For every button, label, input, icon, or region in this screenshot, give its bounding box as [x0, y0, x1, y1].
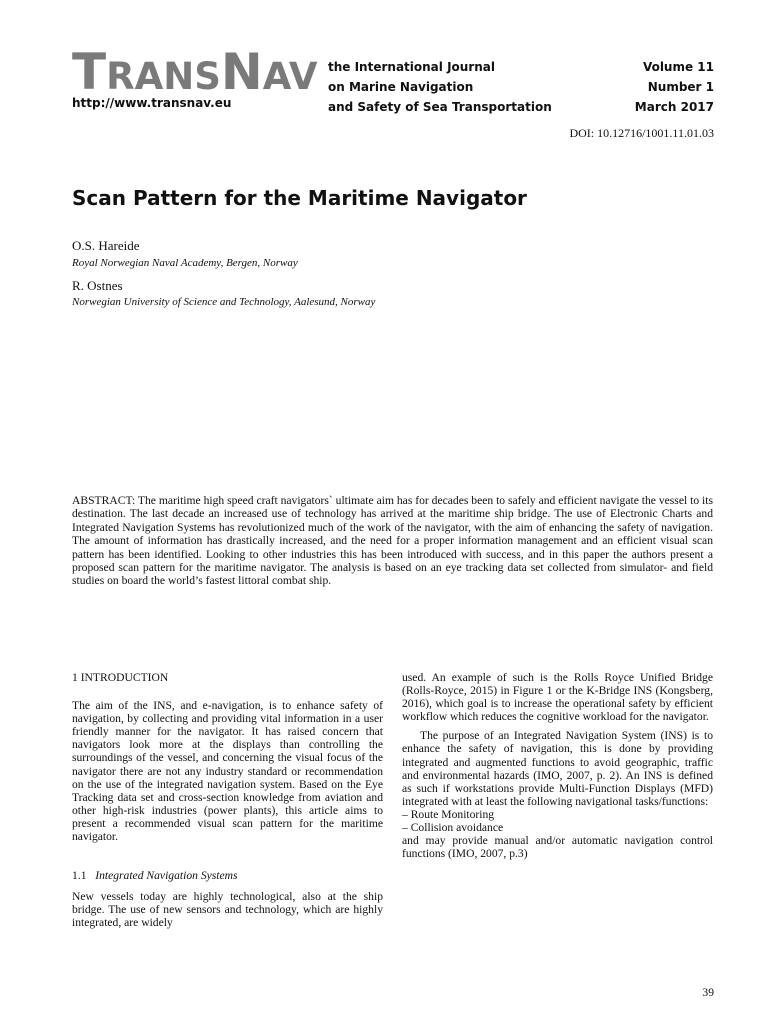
body-paragraph: used. An example of such is the Rolls Royce Unified Bridge (Rolls-Royce, 2015) in Figure 1 or the K-Bridge INS (Kongsberg, 2016), which goal is to increase the operational safety by efficient workflow which reduces the cognitive workload for the navigator. — [402, 671, 713, 724]
journal-name — [328, 57, 552, 117]
doi: DOI: 10.12716/1001.11.01.03 — [569, 126, 714, 140]
author-affiliation: Norwegian University of Science and Technology, Aalesund, Norway — [72, 296, 376, 308]
body-paragraph: The aim of the INS, and e-navigation, is to enhance safety of navigation, by collecting and providing vital information in a user friendly manner for the navigator. It has raised concern that navigators look more at the displays than controlling the surroundings of the vessel, and concerning the visual focus of the navigator there are not any industry standard or recommendation on the use of the integrated navigation system. Based on the Eye Tracking data set and cross-section knowledge from aviation and other high-risk industries (power plants), this article aims to present a recommended visual scan pattern for the maritime navigator. — [72, 699, 383, 844]
journal-name-line: on Marine Navigation — [328, 80, 474, 94]
body-paragraph: The purpose of an Integrated Navigation System (INS) is to enhance the safety of navigation, this is done by providing integrated and augmented functions to avoid geographic, traffic and environmental hazards (IMO, 2007, p. 2). An INS is defined as such if workstations provide Multi-Function Displays (MFD) integrated with at least the following navigational tasks/functions: — [402, 729, 713, 808]
list-item: – Collision avoidance — [402, 821, 504, 835]
issue-date: March 2017 — [634, 100, 714, 114]
volume: Volume 11 — [642, 60, 714, 74]
list-item: – Route Monitoring — [402, 807, 495, 821]
author-name: O.S. Hareide — [72, 238, 140, 253]
issue-number: Number 1 — [647, 80, 714, 94]
abstract: ABSTRACT: The maritime high speed craft navigators` ultimate aim has for decades been to safely and efficient navigate the vessel to its destination. The last decade an increased use of technology has arrived at the maritime ship bridge. The use of Electronic Charts and Integrated Navigation Systems has revolutionized much of the work of the navigator, with the aim of enhancing the safety of navigation. The amount of information has drastically increased, and the need for a proper information management and an efficient visual scan pattern has been identified. Looking to other industries this has been introduced with success, and in this paper the authors present a proposed scan pattern for the maritime navigator. The analysis is based on an eye tracking data set collected from simulator- and field studies on board the world’s fastest littoral combat ship. — [72, 494, 713, 588]
left-column — [72, 671, 383, 930]
task-list — [402, 808, 713, 834]
logo-letter: N — [220, 43, 263, 101]
journal-url-link[interactable]: http://www.transnav.eu — [72, 96, 232, 110]
article-title: Scan Pattern for the Maritime Navigator — [72, 186, 527, 210]
body-paragraph: and may provide manual and/or automatic navigation control functions (IMO, 2007, p.3) — [402, 834, 713, 861]
journal-logo — [72, 43, 318, 101]
issue-info — [635, 57, 714, 117]
subsection-number: 1.1 — [72, 869, 87, 883]
subsection-title: Integrated Navigation Systems — [95, 869, 238, 883]
page-number: 39 — [702, 986, 714, 999]
logo-letters: RANS — [106, 55, 221, 98]
subsection-heading — [72, 869, 383, 882]
logo-letters: AV — [262, 55, 318, 98]
journal-name-line: and Safety of Sea Transportation — [328, 100, 552, 114]
author-name: R. Ostnes — [72, 278, 123, 293]
section-heading: 1 INTRODUCTION — [72, 671, 169, 684]
logo-letter: T — [72, 43, 107, 101]
body-paragraph: New vessels today are highly technological, also at the ship bridge. The use of new sensors and technology, which are highly integrated, are widely — [72, 890, 383, 930]
journal-name-line: the International Journal — [328, 60, 495, 74]
author-affiliation: Royal Norwegian Naval Academy, Bergen, Norway — [72, 257, 298, 269]
right-column — [402, 671, 713, 860]
